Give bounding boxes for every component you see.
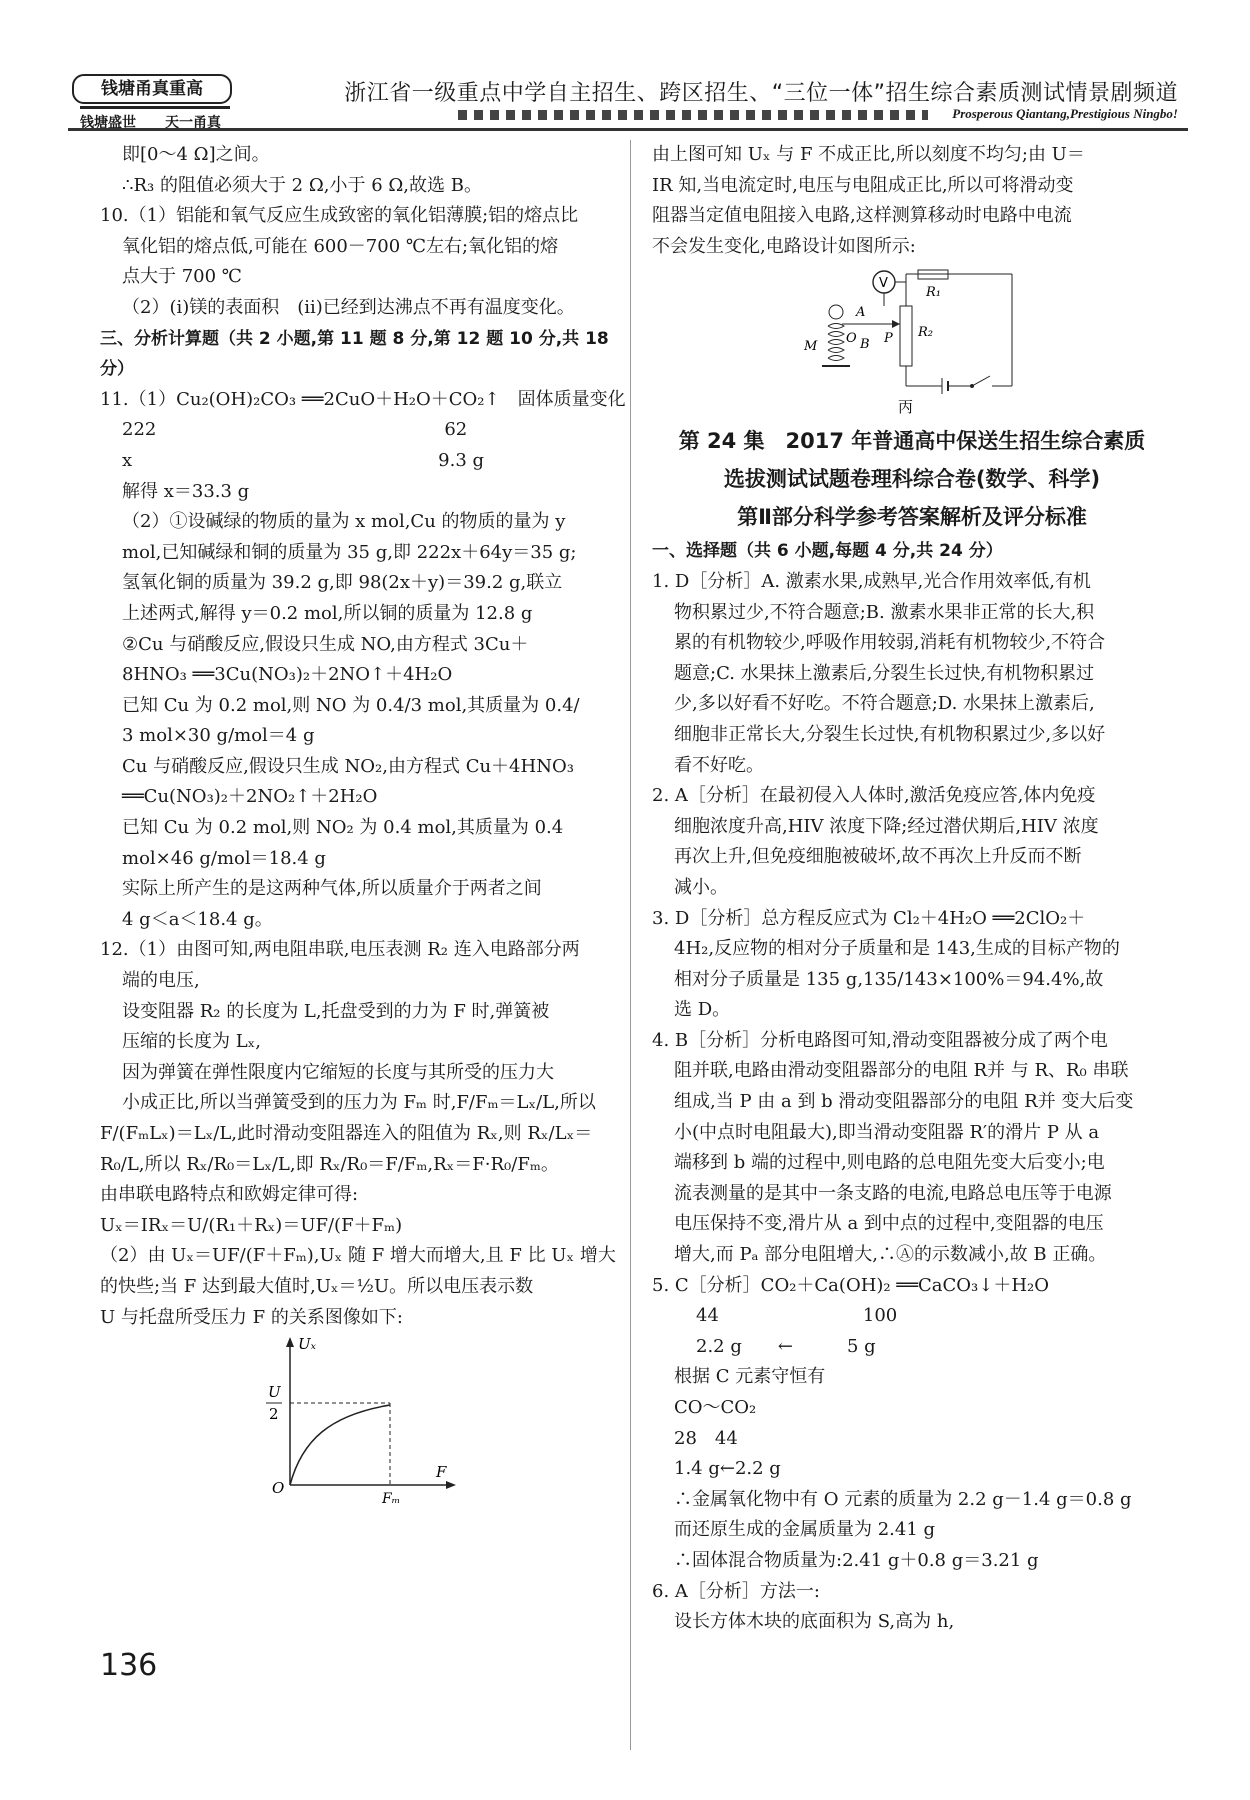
right-line: 端移到 b 端的过程中,则电路的总电阻先变大后变小;电 [674,1152,1105,1174]
right-line: 4. B［分析］分析电路图可知,滑动变阻器被分成了两个电 [652,1029,1108,1051]
left-line: Cu 与硝酸反应,假设只生成 NO₂,由方程式 Cu＋4HNO₃ [122,755,574,777]
right-line: ∴固体混合物质量为:2.41 g＋0.8 g＝3.21 g [674,1549,1039,1571]
column-divider [630,140,631,1750]
graph-x-mark: Fₘ [382,1491,401,1506]
graph-y-axis-label: Uₓ [298,1335,316,1354]
left-line: 三、分析计算题（共 2 小题,第 11 题 8 分,第 12 题 10 分,共 18 [100,328,609,349]
left2-line: F/(FₘLₓ)＝Lₓ/L,此时滑动变阻器连入的阻值为 Rₓ,则 Rₓ/Lₓ＝ [100,1123,593,1144]
left-line: 上述两式,解得 y＝0.2 mol,所以铜的质量为 12.8 g [122,602,533,624]
circuit-r2-label: R₂ [918,325,933,341]
right-line: 44 100 [696,1305,898,1327]
circuit-p-label: P [884,331,893,347]
left-line: 解得 x＝33.3 g [122,480,250,502]
right-line: 选 D。 [674,999,731,1021]
section-heading: 第 24 集 2017 年普通高中保送生招生综合素质 [678,429,1146,454]
right-line: 1. D［分析］A. 激素水果,成熟早,光合作用效率低,有机 [652,570,1091,592]
right-line: 减小。 [674,876,728,898]
left-line: 12.（1）由图可知,两电阻串联,电压表测 R₂ 连入电路部分两 [100,939,580,961]
left2-line: Uₓ＝IRₓ＝U/(R₁＋Rₓ)＝UF/(F＋Fₘ) [100,1214,403,1236]
logo-subtitle [80,106,230,129]
right_top-line: 由上图可知 Uₓ 与 F 不成正比,所以刻度不均匀;由 U＝ [652,144,1085,165]
left-line: 3 mol×30 g/mol＝4 g [122,725,315,747]
left-line: ∴R₃ 的阻值必须大于 2 Ω,小于 6 Ω,故选 B。 [122,174,482,196]
left-line: mol,已知碱绿和铜的质量为 35 g,即 222x＋64y＝35 g; [122,541,577,563]
right-line: 看不好吃。 [674,754,764,776]
logo-sub-left: 钱塘盛世 [80,115,136,131]
right-line: 一、选择题（共 6 小题,每题 4 分,共 24 分） [652,541,1003,562]
page-header [68,70,1188,132]
left2-line: U 与托盘所受压力 F 的关系图像如下: [100,1306,403,1328]
graph-x-axis-label: F [436,1463,447,1482]
circuit-a-label: A [856,305,866,321]
logo: 钱塘甬真重高 [72,74,232,104]
right-line: 设长方体木块的底面积为 S,高为 h, [674,1611,955,1633]
left-line: 端的电压, [122,970,200,992]
left-line: 小成正比,所以当弹簧受到的压力为 Fₘ 时,F/Fₘ＝Lₓ/L,所以 [122,1092,596,1114]
right-line: 小(中点时电阻最大),即当滑动变阻器 R′的滑片 P 从 a [674,1121,1100,1143]
header-title: 浙江省一级重点中学自主招生、跨区招生、“三位一体”招生综合素质测试情景剧频道 [344,81,1178,106]
left-line: 已知 Cu 为 0.2 mol,则 NO 为 0.4/3 mol,其质量为 0.4/ [122,694,580,716]
left-line: 已知 Cu 为 0.2 mol,则 NO₂ 为 0.4 mol,其质量为 0.4 [122,817,564,839]
right-line: 物积累过少,不符合题意;B. 激素水果非正常的长大,积 [674,601,1095,623]
left-line: 10.（1）铝能和氧气反应生成致密的氧化铝薄膜;铝的熔点比 [100,205,579,227]
circuit-voltmeter-label: V [879,276,888,292]
right_top-line: IR 知,当电流定时,电压与电阻成正比,所以可将滑动变 [652,174,1074,196]
section-heading: 选拔测试试题卷理科综合卷(数学、科学) [723,467,1101,492]
graph-origin: O [272,1479,285,1498]
header-dashes [458,110,928,120]
right-line: 5. C［分析］CO₂＋Ca(OH)₂ ══CaCO₃↓＋H₂O [652,1274,1050,1296]
left2-line: R₀/L,所以 Rₓ/R₀＝Lₓ/L,即 Rₓ/R₀＝F/Fₘ,Rₓ＝F·R₀/Fₘ。 [100,1153,559,1175]
left-line: ══Cu(NO₃)₂＋2NO₂↑＋2H₂O [122,786,378,808]
right-line: 2.2 g ← 5 g [696,1335,876,1357]
left-line: 222 62 [122,419,468,441]
right-line: 3. D［分析］总方程反应式为 Cl₂＋4H₂O ══2ClO₂＋ [652,907,1086,929]
circuit-o-label: O [846,331,857,347]
left-line: 氧化铝的熔点低,可能在 600－700 ℃左右;氧化铝的熔 [122,235,559,257]
left2-line: 的快些;当 F 达到最大值时,Uₓ＝½U。所以电压表示数 [100,1275,534,1297]
circuit-caption: 丙 [898,398,914,417]
left-line: 点大于 700 ℃ [122,266,242,288]
right-column [652,140,1172,1638]
left-line: 分） [100,359,134,380]
logo-sub-right: 天一甬真 [165,115,221,131]
right-line: 题意;C. 水果抹上激素后,分裂生长过快,有机物积累过 [674,662,1095,684]
right-line: 2. A［分析］在最初侵入人体时,激活免疫应答,体内免疫 [652,785,1096,807]
right-line: 电压保持不变,滑片从 a 到中点的过程中,变阻器的电压 [674,1213,1104,1235]
left-line: （2）(i)镁的表面积 (ii)已经到达沸点不再有温度变化。 [122,296,575,318]
right-line: 28 44 [674,1427,738,1449]
circuit-r1-label: R₁ [926,285,941,301]
right-line: 而还原生成的金属质量为 2.41 g [674,1519,936,1541]
right-line: 4H₂,反应物的相对分子质量和是 143,生成的目标产物的 [674,938,1120,960]
right-line: 阻并联,电路由滑动变阻器部分的电阻 R并 与 R、R₀ 串联 [674,1060,1129,1082]
right_top-line: 不会发生变化,电路设计如图所示: [652,235,916,257]
left-line: 8HNO₃ ══3Cu(NO₃)₂＋2NO↑＋4H₂O [122,664,453,686]
graph-y-mark-bottom: 2 [269,1405,279,1424]
right-line: 累的有机物较少,呼吸作用较弱,消耗有机物较少,不符合 [674,632,1106,654]
graph-y-mark-top: U [268,1383,281,1402]
right-line: 再次上升,但免疫细胞被破坏,故不再次上升反而不断 [674,846,1082,868]
left-line: 4 g＜a＜18.4 g。 [122,908,273,930]
left-column [100,140,626,1506]
left-line: 即[0～4 Ω]之间。 [122,144,270,165]
right-line: 细胞非正常长大,分裂生长过快,有机物积累过少,多以好 [674,723,1106,745]
left-line: 11.（1）Cu₂(OH)₂CO₃ ══2CuO＋H₂O＋CO₂↑ 固体质量变化 [100,388,626,410]
left-line: 压缩的长度为 Lₓ, [122,1031,262,1053]
page-number: 136 [100,1648,158,1683]
right-line: 1.4 g←2.2 g [674,1458,781,1480]
left-line: 因为弹簧在弹性限度内它缩短的长度与其所受的压力大 [122,1061,554,1083]
left-line: 实际上所产生的是这两种气体,所以质量介于两者之间 [122,878,542,900]
left-line: 氢氧化铜的质量为 39.2 g,即 98(2x＋y)＝39.2 g,联立 [122,572,563,594]
right-line: 增大,而 Pₐ 部分电阻增大,∴Ⓐ的示数减小,故 B 正确。 [674,1244,1107,1266]
circuit-b-label: B [860,337,870,353]
right-line: 细胞浓度升高,HIV 浓度下降;经过潜伏期后,HIV 浓度 [674,815,1099,837]
voltage-force-graph [250,1335,550,1505]
right-line: 流表测量的是其中一条支路的电流,电路总电压等于电源 [674,1182,1112,1204]
right-line: 组成,当 P 由 a 到 b 滑动变阻器部分的电阻 R并 变大后变 [674,1091,1134,1113]
header-rule [68,128,1188,131]
circuit-m-label: M [804,339,818,355]
right_top-line: 阻器当定值电阻接入电路,这样测算移动时电路中电流 [652,205,1072,227]
left-line: （2）①设碱绿的物质的量为 x mol,Cu 的物质的量为 y [122,511,566,533]
right-line: ∴金属氧化物中有 O 元素的质量为 2.2 g－1.4 g＝0.8 g [674,1488,1132,1510]
left-line: ②Cu 与硝酸反应,假设只生成 NO,由方程式 3Cu＋ [122,633,529,655]
header-english: Prosperous Qiantang,Prestigious Ningbo! [952,106,1178,121]
circuit-diagram [802,266,1042,416]
left2-line: 由串联电路特点和欧姆定律可得: [100,1184,359,1206]
section-heading: 第Ⅱ部分科学参考答案解析及评分标准 [737,505,1087,530]
right-line: CO～CO₂ [674,1397,757,1418]
left-line: x 9.3 g [122,449,485,471]
right-line: 相对分子质量是 135 g,135/143×100%＝94.4%,故 [674,968,1104,990]
right-line: 6. A［分析］方法一: [652,1580,820,1602]
left-line: 设变阻器 R₂ 的长度为 L,托盘受到的力为 F 时,弹簧被 [122,1000,550,1022]
left2-line: （2）由 Uₓ＝UF/(F＋Fₘ),Uₓ 随 F 增大而增大,且 F 比 Uₓ 增大 [100,1245,616,1267]
right-line: 根据 C 元素守恒有 [674,1366,826,1388]
right-line: 少,多以好看不好吃。不符合题意;D. 水果抹上激素后, [674,693,1095,715]
left-line: mol×46 g/mol＝18.4 g [122,847,326,869]
